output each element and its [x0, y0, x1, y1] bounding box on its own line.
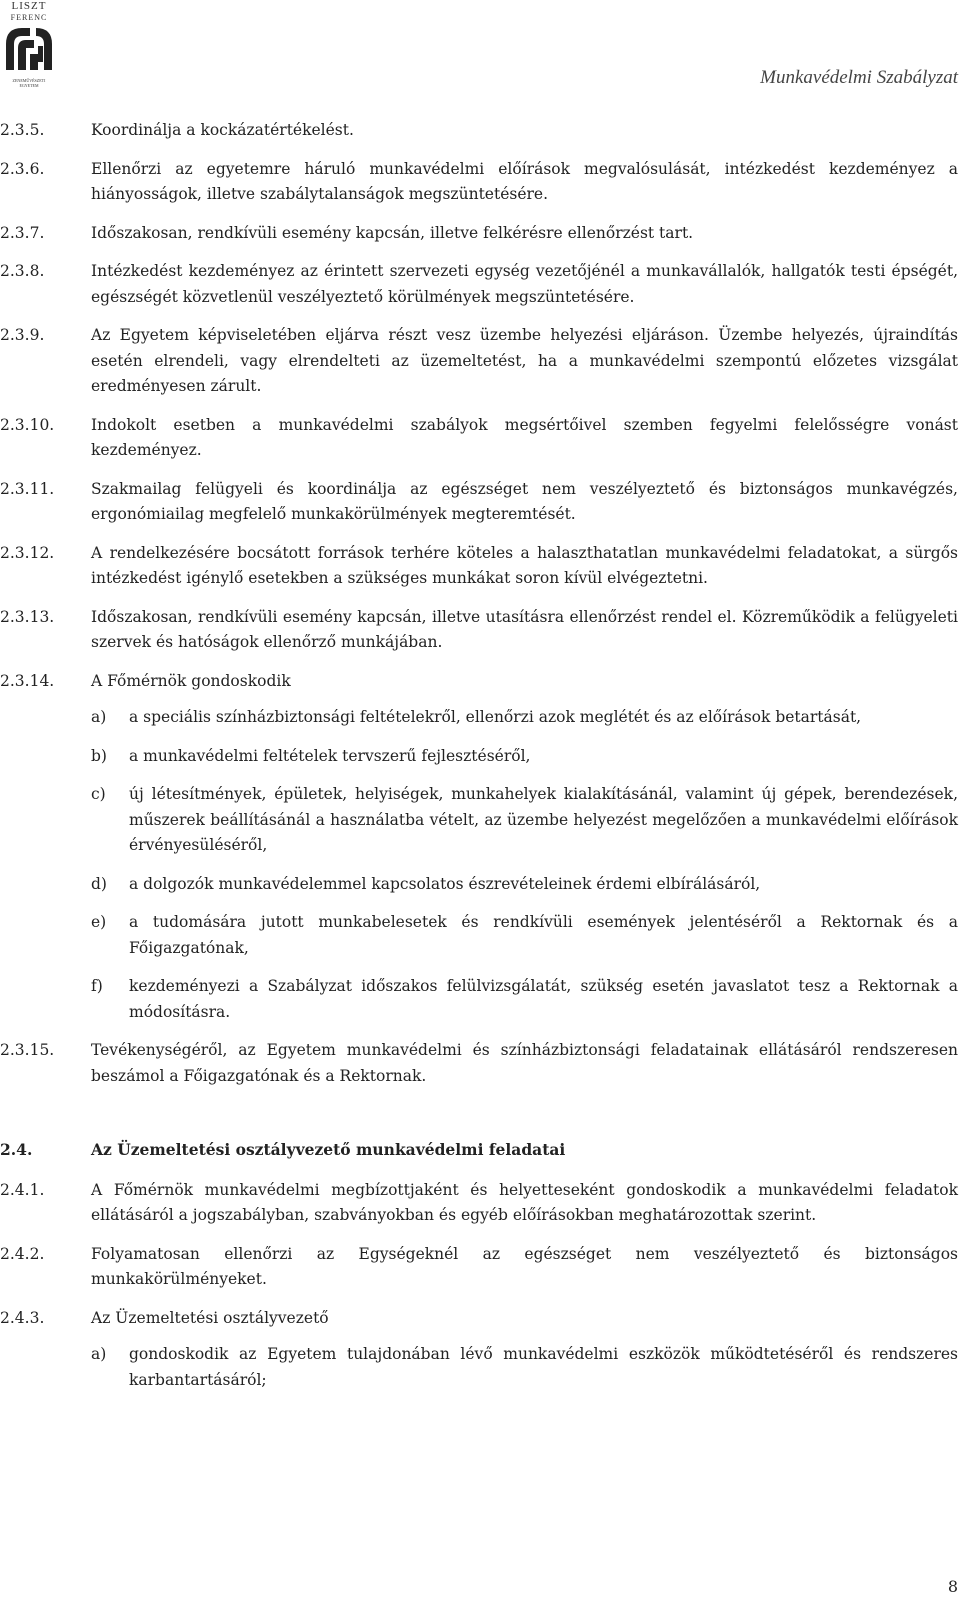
section-heading-2-4 — [0, 1137, 958, 1163]
sub-list-2-4-3 — [91, 1342, 958, 1393]
sub-item-letter: f) — [91, 977, 103, 995]
item-text: A Főmérnök gondoskodik — [91, 671, 291, 690]
item-text: Koordinálja a kockázatértékelést. — [91, 121, 354, 139]
sub-list-item — [91, 705, 958, 731]
logo-text-ferenc: FERENC — [10, 13, 48, 22]
item-text: Folyamatosan ellenőrzi az Egységeknél az egészséget nem veszélyeztető és biztonságos munkakörülményeket. — [91, 1244, 958, 1288]
sub-item-letter: e) — [91, 913, 107, 931]
document-body — [0, 118, 958, 1406]
item-number: 2.3.13. — [0, 607, 55, 626]
sub-list-item — [91, 1342, 958, 1393]
item-number: 2.3.12. — [0, 543, 55, 562]
item-text: Az Egyetem képviseletében eljárva részt vesz üzembe helyezési eljáráson. Üzembe helyezés, újraindítás esetén elrendeli, vagy elrendelteti az üzemeltetést, ha a munkavédelmi szempontú előzetes vizsgálat eredményesen zárult. — [91, 326, 958, 395]
university-logo — [0, 0, 58, 96]
list-item — [0, 1178, 958, 1229]
logo-emblem-icon — [0, 24, 58, 74]
list-item — [0, 541, 958, 592]
sub-item-letter: c) — [91, 785, 106, 803]
item-number: 2.3.14. — [0, 671, 55, 690]
item-number: 2.3.11. — [0, 479, 55, 498]
section-number: 2.4. — [0, 1140, 33, 1159]
list-item — [0, 157, 958, 208]
item-number: 2.4.3. — [0, 1308, 45, 1327]
list-item — [0, 413, 958, 464]
item-text: Ellenőrzi az egyetemre háruló munkavédelmi előírások megvalósulását, intézkedést kezdeményez a hiányosságok, illetve szabálytalanságok megszüntetésére. — [91, 159, 958, 203]
item-number: 2.3.6. — [0, 159, 45, 178]
item-text: A Főmérnök munkavédelmi megbízottjaként és helyetteseként gondoskodik a munkavédelmi feladatok ellátásáról a jogszabályban, szabványokban és egyéb előírásokban meghatározottak szerint. — [91, 1180, 958, 1224]
item-text: Tevékenységéről, az Egyetem munkavédelmi és színházbiztonsági feladatainak ellátásáról rendszeresen beszámol a Főigazgatónak és a Rektornak. — [91, 1041, 958, 1085]
item-number: 2.4.1. — [0, 1180, 45, 1199]
sub-list-2-3-14 — [91, 705, 958, 1025]
logo-text-zenemuveszeti: ZENEMŰVÉSZETI — [12, 78, 46, 83]
item-text: Indokolt esetben a munkavédelmi szabályok megsértőivel szemben fegyelmi felelősségre vonást kezdeményez. — [91, 415, 958, 459]
running-header-title: Munkavédelmi Szabályzat — [760, 67, 958, 88]
item-text: A rendelkezésére bocsátott források terhére köteles a halaszthatatlan munkavédelmi feladatokat, a sürgős intézkedést igénylő esetekben a szükséges munkákat soron kívül elvégeztetni. — [91, 543, 958, 587]
sub-item-text: a speciális színházbiztonsági feltételekről, ellenőrzi azok meglétét és az előírások betartását, — [129, 708, 862, 726]
sub-item-text: a tudomására jutott munkabelesetek és rendkívüli események jelentéséről a Rektornak és a Főigazgatónak, — [129, 913, 958, 957]
sub-list-item — [91, 744, 958, 770]
sub-list-item — [91, 910, 958, 961]
sub-item-text: kezdeményezi a Szabályzat időszakos felülvizsgálatát, szükség esetén javaslatot tesz a Rektornak a módosításra. — [129, 977, 958, 1021]
item-number: 2.3.8. — [0, 262, 45, 280]
list-item — [0, 1242, 958, 1293]
items-list-2-3 — [0, 118, 958, 656]
item-number: 2.3.9. — [0, 326, 45, 344]
list-item — [0, 118, 958, 144]
list-item — [0, 605, 958, 656]
sub-item-text: a munkavédelmi feltételek tervszerű fejlesztéséről, — [129, 746, 531, 765]
list-item-2-3-15 — [0, 1038, 958, 1089]
sub-item-letter: b) — [91, 746, 107, 765]
item-text: Szakmailag felügyeli és koordinálja az egészséget nem veszélyeztető és biztonságos munkavégzés, ergonómiailag megfelelő munkakörülmények megteremtését. — [91, 479, 958, 523]
item-text: Időszakosan, rendkívüli esemény kapcsán, illetve felkérésre ellenőrzést tart. — [91, 223, 694, 242]
section-title: Az Üzemeltetési osztályvezető munkavédelmi feladatai — [91, 1140, 566, 1159]
item-number: 2.3.10. — [0, 415, 55, 434]
list-item-2-3-14 — [0, 669, 958, 1026]
items-list-2-4 — [0, 1178, 958, 1293]
list-item — [0, 323, 958, 400]
sub-list-item — [91, 974, 958, 1025]
sub-item-text: a dolgozók munkavédelemmel kapcsolatos észrevételeinek érdemi elbírálásáról, — [129, 874, 761, 893]
item-number: 2.3.7. — [0, 223, 45, 242]
item-text: Az Üzemeltetési osztályvezető — [91, 1308, 329, 1327]
logo-text-egyetem: EGYETEM — [19, 83, 39, 88]
logo-text-liszt: LISZT — [11, 0, 47, 12]
list-item — [0, 477, 958, 528]
item-number: 2.3.5. — [0, 121, 45, 139]
sub-item-text: új létesítmények, épületek, helyiségek, munkahelyek kialakításánál, valamint új gépek, berendezések, műszerek beállításánál a használatba vételt, az üzembe helyezést megelőzően a munkavédelmi előírások érvényesüléséről, — [129, 785, 958, 854]
list-item-2-4-3 — [0, 1306, 958, 1394]
sub-list-item — [91, 782, 958, 859]
item-number: 2.4.2. — [0, 1244, 45, 1263]
page-number: 8 — [947, 1577, 958, 1596]
item-number: 2.3.15. — [0, 1041, 55, 1059]
list-item — [0, 221, 958, 247]
item-text: Időszakosan, rendkívüli esemény kapcsán, illetve utasításra ellenőrzést rendel el. Közreműködik a felügyeleti szervek és hatóságok ellenőrző munkájában. — [91, 607, 958, 651]
sub-item-letter: a) — [91, 708, 107, 726]
list-item — [0, 259, 958, 310]
sub-item-letter: d) — [91, 874, 107, 893]
sub-item-text: gondoskodik az Egyetem tulajdonában lévő munkavédelmi eszközök működtetéséről és rendszeres karbantartásáról; — [129, 1345, 958, 1389]
sub-list-item — [91, 872, 958, 898]
item-text: Intézkedést kezdeményez az érintett szervezeti egység vezetőjénél a munkavállalók, hallgatók testi épségét, egészségét közvetlenül veszélyeztető körülmények megszüntetésére. — [91, 262, 958, 306]
sub-item-letter: a) — [91, 1345, 107, 1363]
